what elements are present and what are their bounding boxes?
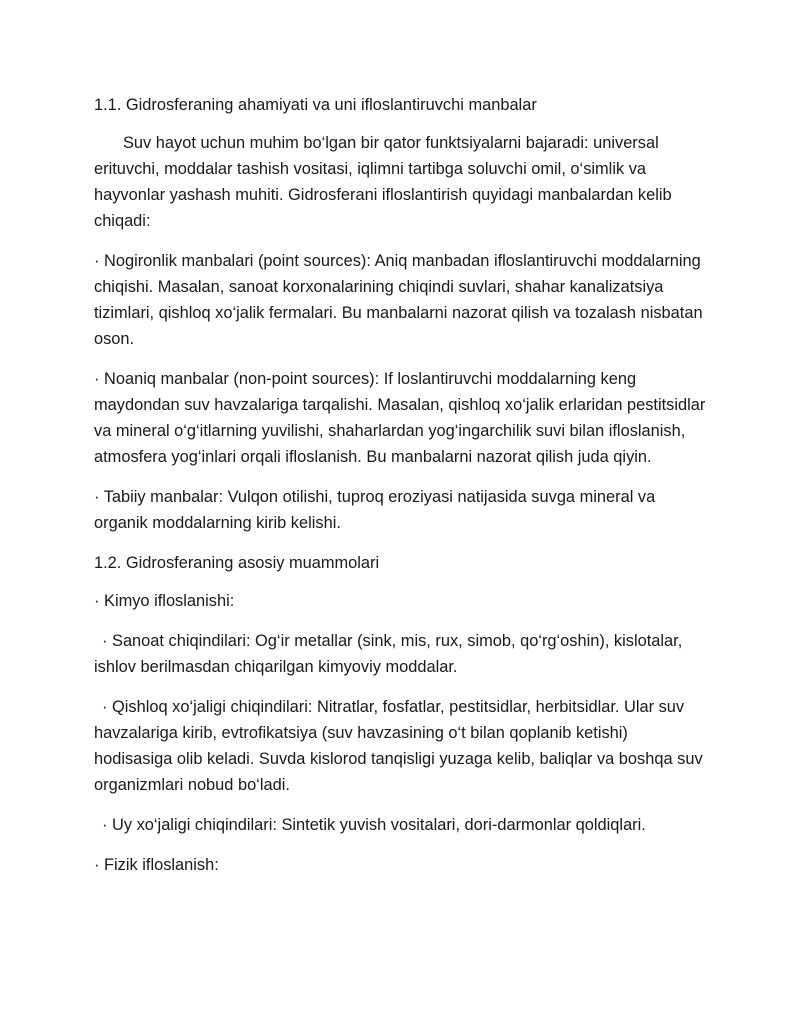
non-point-sources-item: · Noaniq manbalar (non-point sources): If loslantiruvchi moddalarning keng maydondan suv havzalariga tarqalishi. Masalan, qishloq xo‘jalik erlaridan pestitsidlar va mineral o‘g‘itlarning yuvilishi, shaharlardan yog‘ingarchilik suvi bilan ifloslanish, atmosfera yog‘inlari orqali ifloslanish. Bu manbalarni nazorat qilish juda qiyin.: [94, 370, 706, 466]
industrial-waste-item: · Sanoat chiqindilari: Og‘ir metallar (sink, mis, rux, simob, qo‘rg‘oshin), kislotalar, ishlov berilmasdan chiqarilgan kimyoviy moddalar.: [94, 632, 683, 676]
section-1-2-title: 1.2. Gidrosferaning asosiy muammolari: [94, 554, 380, 572]
point-sources-item: · Nogironlik manbalari (point sources): Aniq manbadan ifloslantiruvchi moddalarning chiqishi. Masalan, sanoat korxonalarining chiqindi suvlari, shahar kanalizatsiya tizimlari, qishloq xo‘jalik fermalari. Bu manbalarni nazorat qilish va tozalash nisbatan oson.: [94, 252, 703, 348]
section-1-1-title: 1.1. Gidrosferaning ahamiyati va uni ifloslantiruvchi manbalar: [94, 96, 537, 114]
agricultural-waste-item: · Qishloq xo‘jaligi chiqindilari: Nitratlar, fosfatlar, pestitsidlar, herbitsidlar. Ular suv havzalariga kirib, evtrofikatsiya (suv havzasining o‘t bilan qoplanib ketishi) hodisasiga olib keladi. Suvda kislorod tanqisligi yuzaga kelib, baliqlar va boshqa suv organizmlari nobud bo‘ladi.: [94, 698, 703, 794]
natural-sources-item: · Tabiiy manbalar: Vulqon otilishi, tuproq eroziyasi natijasida suvga mineral va organik moddalarning kirib kelishi.: [94, 488, 656, 532]
intro-paragraph: Suv hayot uchun muhim bo‘lgan bir qator funktsiyalarni bajaradi: universal erituvchi, moddalar tashish vositasi, iqlimni tartibga soluvchi omil, o‘simlik va hayvonlar yashash muhiti. Gidrosferani ifloslantirish quyidagi manbalardan kelib chiqadi:: [94, 134, 672, 230]
household-waste-item: · Uy xo‘jaligi chiqindilari: Sintetik yuvish vositalari, dori-darmonlar qoldiqlari.: [102, 816, 646, 834]
physical-pollution-item: · Fizik ifloslanish:: [94, 856, 219, 874]
chemical-pollution-item: · Kimyo ifloslanishi:: [94, 592, 235, 610]
